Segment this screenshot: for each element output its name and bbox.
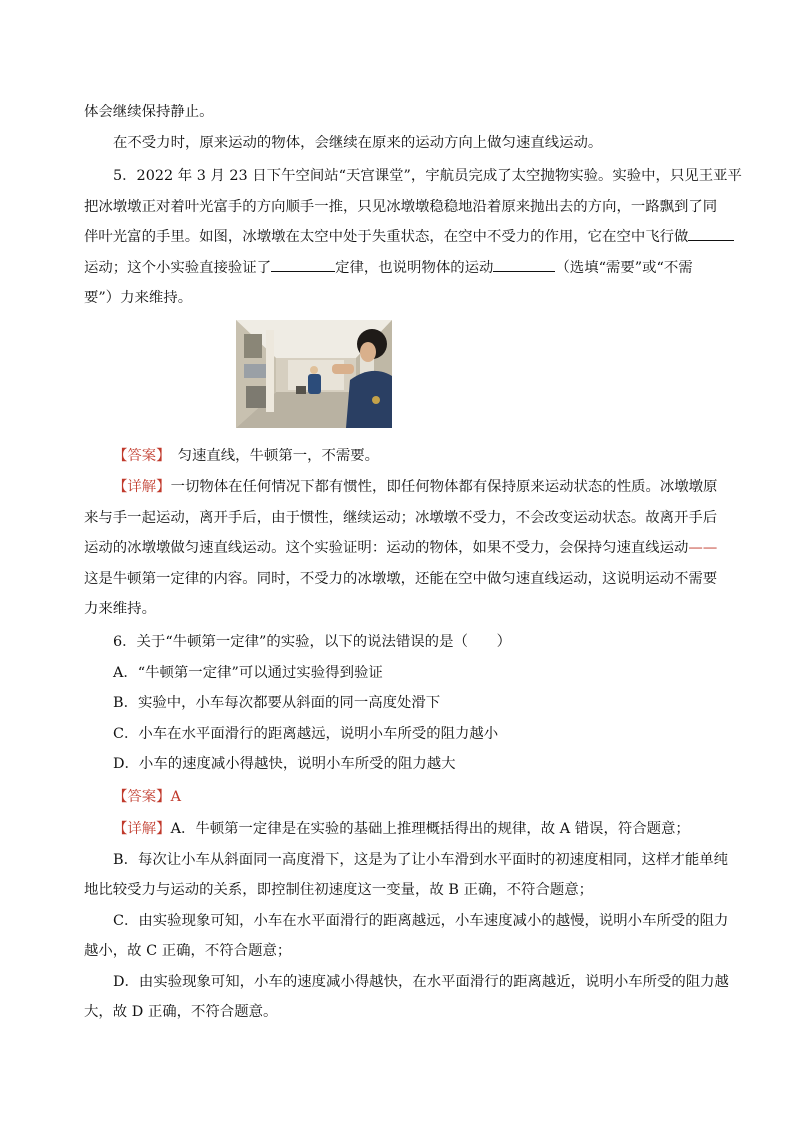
option-d: D．小车的速度减小得越快，说明小车所受的阻力越大 bbox=[113, 756, 456, 772]
question-6 bbox=[84, 627, 714, 780]
question-5 bbox=[84, 161, 742, 314]
detail-line bbox=[84, 533, 718, 564]
answer-blank-1 bbox=[688, 224, 734, 241]
answer-line bbox=[84, 441, 714, 472]
question-text: 定律，也说明物体的运动 bbox=[335, 259, 494, 276]
answer-tag: 【答案】 bbox=[113, 448, 171, 464]
space-station-photo bbox=[236, 320, 392, 428]
detail-text: A．牛顿第一定律是在实验的基础上推理概括得出的规律，故 A 错误，符合题意； bbox=[170, 821, 690, 837]
detail-text: 运动的冰墩墩做匀速直线运动。这个实验证明：运动的物体，如果不受力，会保持匀速直线运动 bbox=[84, 540, 689, 556]
detail-5 bbox=[84, 472, 718, 625]
detail-line bbox=[84, 472, 718, 503]
detail-line: 越小，故 C 正确，不符合题意； bbox=[84, 943, 292, 959]
question-line: 5．2022 年 3 月 23 日下午空间站“天宫课堂”，宇航员完成了太空抛物实验。实验中，只见王亚平 bbox=[113, 168, 742, 184]
detail-line: C．由实验现象可知，小车在水平面滑行的距离越远，小车速度减小的越慢，说明小车所受的阻力 bbox=[113, 912, 729, 929]
detail-line: 地比较受力与运动的关系，即控制住初速度这一变量，故 B 正确，不符合题意； bbox=[84, 882, 594, 898]
detail-line bbox=[84, 814, 714, 845]
dash-mark: —— bbox=[688, 540, 718, 556]
detail-text: 一切物体在任何情况下都有惯性，即任何物体都有保持原来运动状态的性质。冰墩墩原 bbox=[170, 479, 718, 495]
answer-text: A bbox=[170, 789, 181, 805]
answer-tag: 【答案】 bbox=[113, 789, 171, 805]
text-line: 体会继续保持静止。 bbox=[84, 104, 214, 120]
question-text: （选填“需要”或“不需 bbox=[555, 259, 693, 276]
question-text: 运动；这个小实验直接验证了 bbox=[84, 259, 272, 276]
space-station-illustration bbox=[236, 320, 392, 428]
answer-5 bbox=[84, 441, 714, 472]
detail-line: B．每次让小车从斜面同一高度滑下，这是为了让小车滑到水平面时的初速度相同，这样才能单纯 bbox=[113, 851, 728, 868]
detail-line: 大，故 D 正确，不符合题意。 bbox=[84, 1004, 278, 1020]
answer-text: 匀速直线，牛顿第一，不需要。 bbox=[177, 448, 380, 464]
option-c: C．小车在水平面滑行的距离越远，说明小车所受的阻力越小 bbox=[113, 725, 499, 742]
option-b: B．实验中，小车每次都要从斜面的同一高度处滑下 bbox=[113, 695, 441, 711]
answer-line bbox=[84, 782, 714, 813]
carryover-block bbox=[84, 97, 714, 158]
question-line bbox=[84, 222, 714, 253]
detail-tag: 【详解】 bbox=[113, 479, 171, 495]
answer-blank-3 bbox=[493, 255, 555, 272]
detail-line: 力来维持。 bbox=[84, 601, 156, 617]
question-stem: 6．关于“牛顿第一定律”的实验，以下的说法错误的是（ ） bbox=[113, 634, 512, 650]
question-text: 伴叶光富的手里。如图，冰墩墩在太空中处于失重状态，在空中不受力的作用，它在空中飞行做 bbox=[84, 229, 689, 245]
text-line: 在不受力时，原来运动的物体，会继续在原来的运动方向上做匀速直线运动。 bbox=[113, 134, 603, 151]
option-a: A．“牛顿第一定律”可以通过实验得到验证 bbox=[113, 664, 383, 681]
question-line: 把冰墩墩正对着叶光富手的方向顺手一推，只见冰墩墩稳稳地沿着原来抛出去的方向，一路飘到了同 bbox=[84, 198, 718, 215]
detail-tag: 【详解】 bbox=[113, 821, 171, 837]
detail-6 bbox=[84, 814, 729, 1028]
question-line bbox=[84, 253, 714, 284]
question-line: 要”）力来维持。 bbox=[84, 290, 193, 306]
answer-6 bbox=[84, 782, 714, 813]
detail-line: 来与手一起运动，离开手后，由于惯性，继续运动；冰墩墩不受力，不会改变运动状态。故离开手后 bbox=[84, 509, 718, 526]
detail-line: 这是牛顿第一定律的内容。同时，不受力的冰墩墩，还能在空中做匀速直线运动，这说明运动不需要 bbox=[84, 570, 718, 587]
answer-blank-2 bbox=[271, 255, 335, 272]
detail-line: D．由实验现象可知，小车的速度减小得越快，在水平面滑行的距离越近，说明小车所受的阻力越 bbox=[113, 973, 729, 990]
